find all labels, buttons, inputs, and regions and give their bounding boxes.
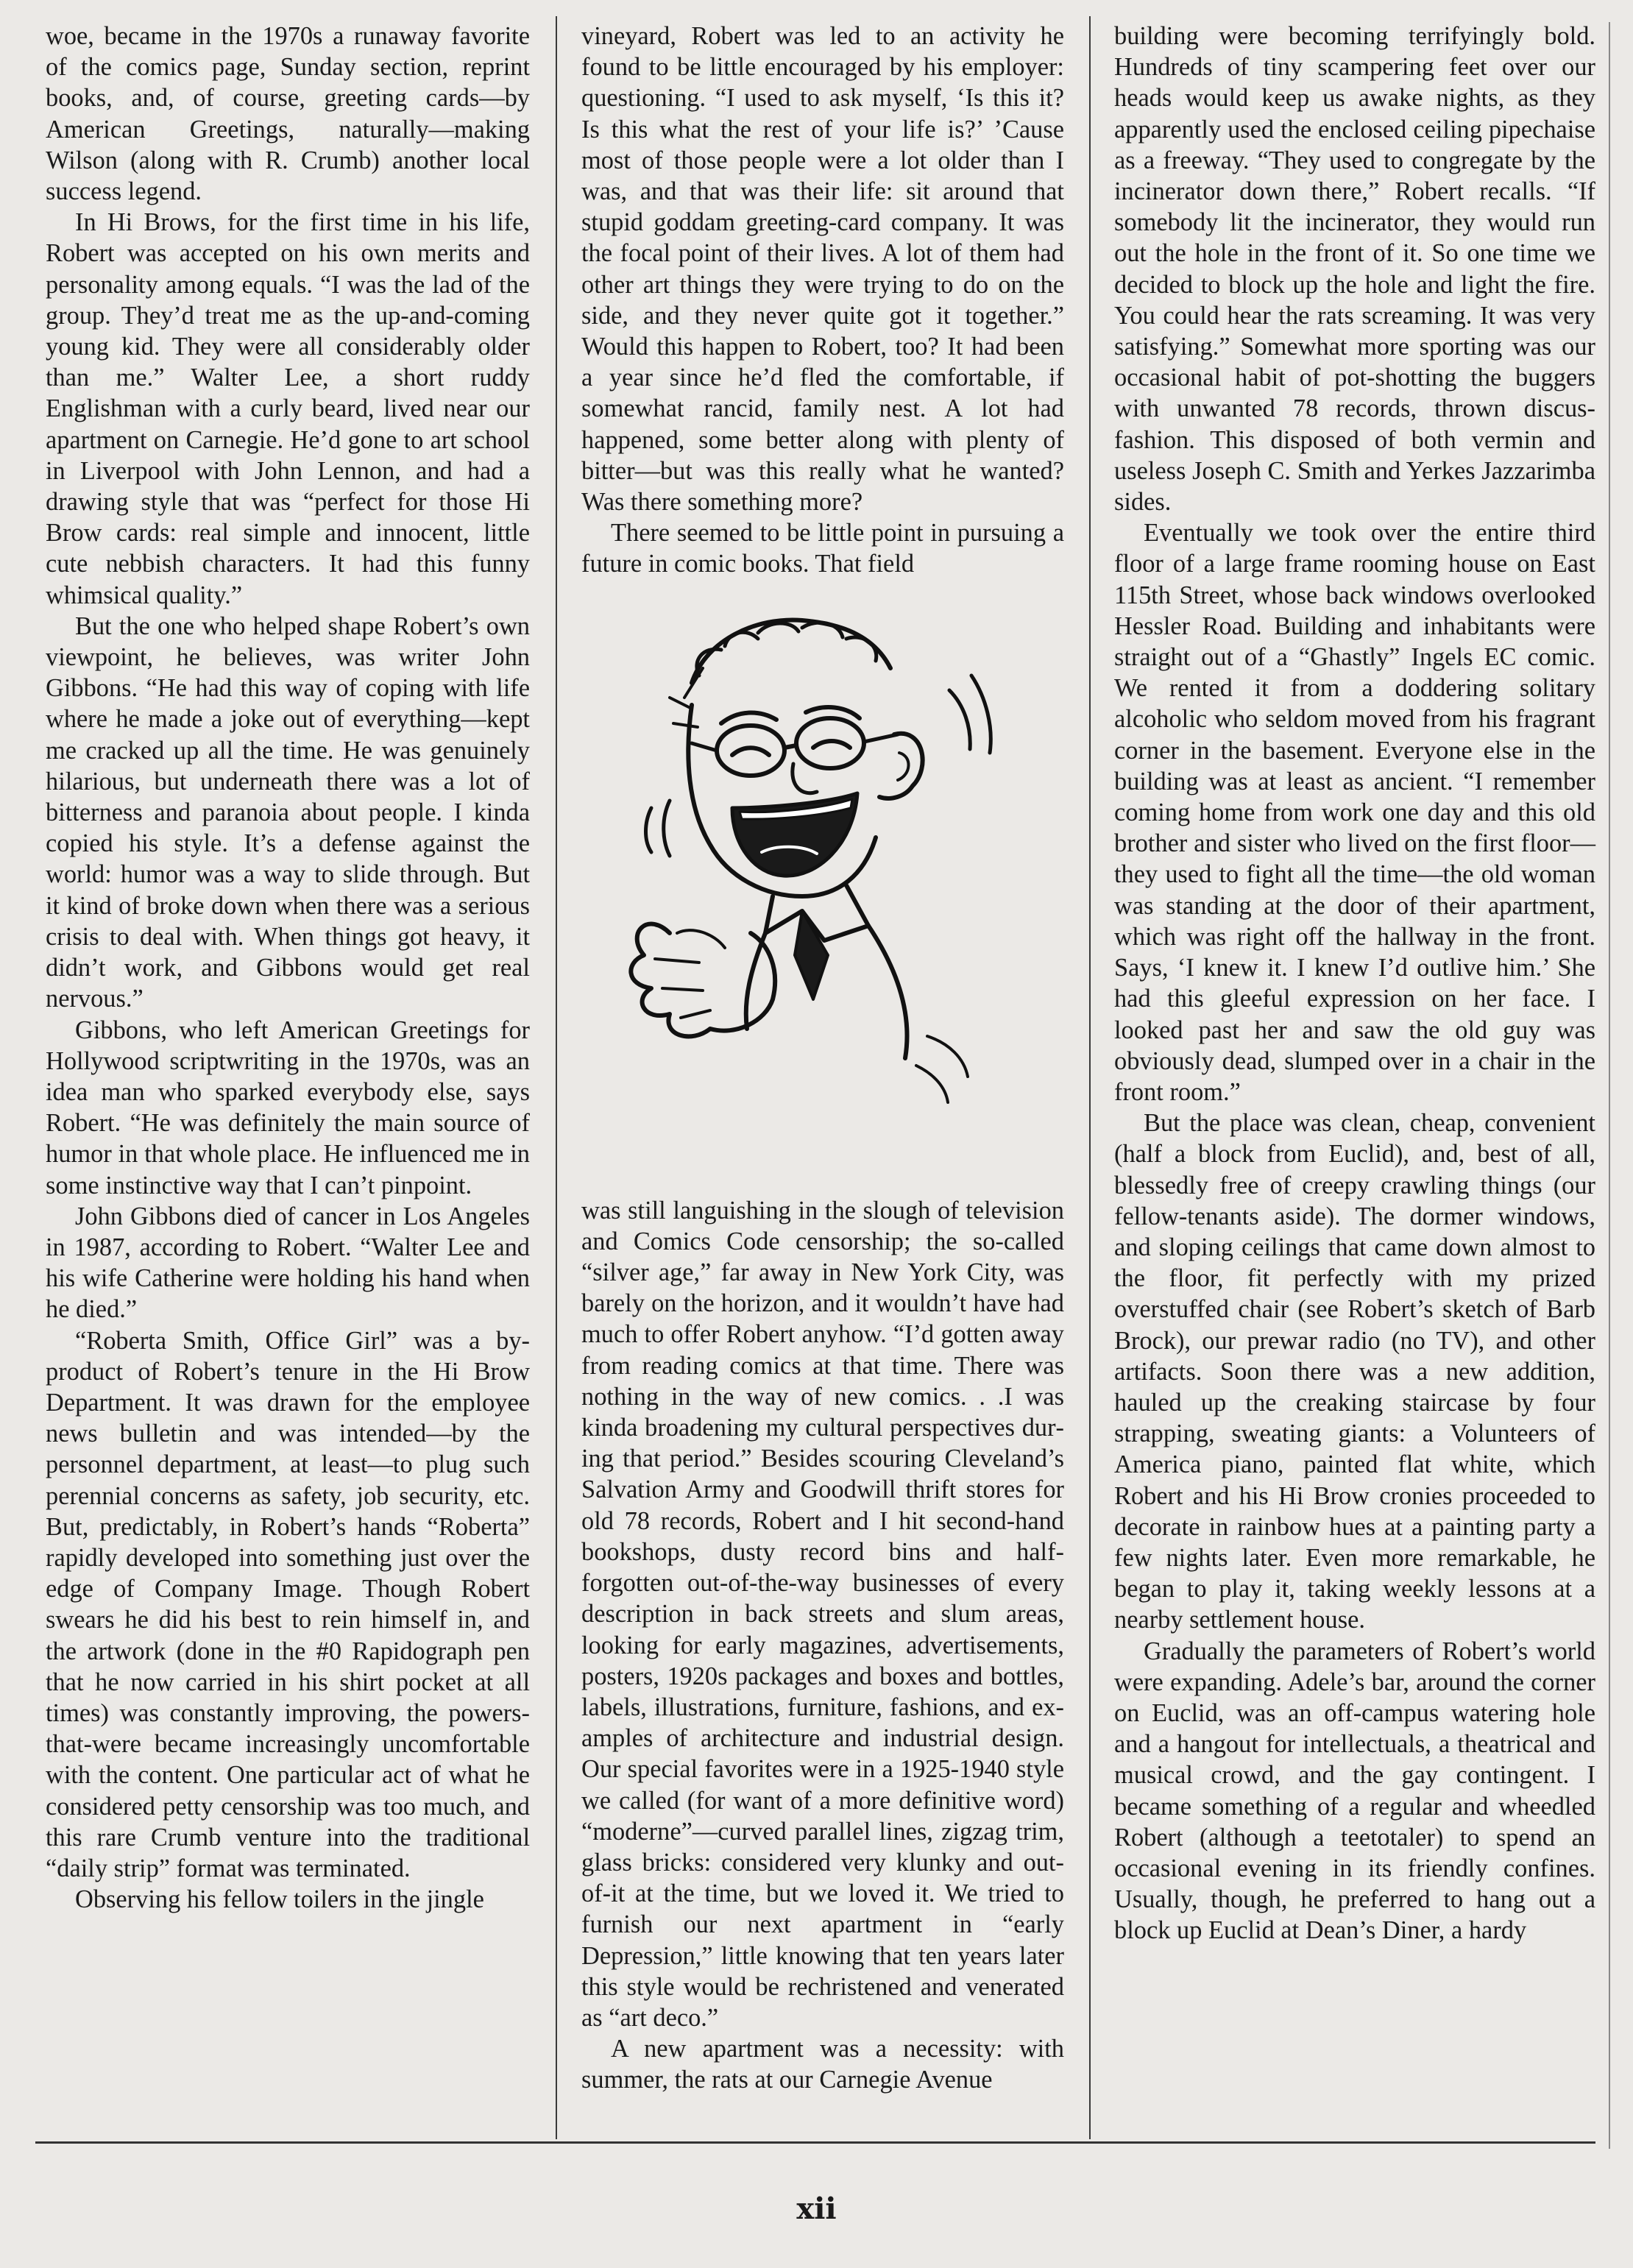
paragraph: building were becoming terrifyingly bold. Hundreds of tiny scampering feet over our heads would keep us awake nights, as they apparently used the enclosed ceiling pipechaise as a freeway. “They used to congregate by the incinerator down there,” Robert recalls. “If somebody lit the incinerator, they would run out the hole in the front of it. So one time we decided to block up the hole and light the fire. You could hear the rats screaming. It was very satisfying.” Somewhat more sporting was our occasional habit of pot-shotting the buggers with unwanted 78 records, thrown discus-fashion. This disposed of both vermin and useless Joseph C. Smith and Yerkes Jazzarimba sides. [1114, 22, 1595, 517]
paragraph: “Roberta Smith, Office Girl” was a byproduct of Robert’s tenure in the Hi Brow Department. It was drawn for the employee news bulletin and was intended—by the personnel department, at least—to plug such perennial concerns as safety, job security, etc. But, predictably, in Robert’s hands “Roberta” rapidly developed into something just over the edge of Company Image. Though Robert swears he did his best to rein himself in, and the artwork (done in the #0 Rapidograph pen that he now carried in his shirt pocket at all times) was constantly improving, the powers-that-were became increasingly uncomfortable with the content. One particular act of what he considered petty censorship was too much, and this rare Crumb venture into the traditional “daily strip” format was terminated. [46, 1326, 530, 1882]
page-edge-line [1609, 22, 1610, 2149]
paragraph: In Hi Brows, for the first time in his life, Robert was accepted on his own merits and personality among equals. “I was the lad of the group. They’d treat me as the up-and-coming young kid. They were all considerably older than me.” Walter Lee, a short ruddy Englishman with a curly beard, lived near our apartment on Carnegie. He’d gone to art school in Liverpool with John Lennon, and had a drawing style that was “perfect for those Hi Brow cards: real simple and innocent, little cute nebbish characters. It had this funny whimsical quality.” [46, 208, 530, 609]
paragraph: Gibbons, who left American Greetings for Hollywood scriptwriting in the 1970s, was an idea man who sparked everybody else, says Robert. “He was definitely the main source of humor in that whole place. He influenced me in some instinctive way that I can’t pinpoint. [46, 1016, 530, 1199]
paragraph: Gradually the parameters of Robert’s world were expanding. Adele’s bar, around the corner on Euclid, was an off-campus watering hole and a hangout for intellectuals, a theatrical and musical crowd, and the gay contingent. I became something of a regular and wheedled Robert (although a teetotaler) to spend an occasional evening in its friendly confines. Usually, though, he preferred to hang out a block up Euclid at Dean’s Diner, a hardy [1114, 1637, 1595, 1945]
paragraph: Observing his fellow toilers in the jingle [75, 1885, 484, 1914]
column-3 [1114, 21, 1595, 1946]
paragraph: vineyard, Robert was led to an activity he found to be little encouraged by his employer: questioning. “I used to ask myself, ‘Is this it? Is this what the rest of your life is?’ ’Cause most of those people were a lot older than I was, and that was their life: sit around that stupid goddam greeting-card company. It was the focal point of their lives. A lot of them had other art things they were trying to do on the side, and they never quite got it together.” Would this happen to Robert, too? It had been a year since he’d fled the comfortable, if somewhat rancid, family nest. A lot had happened, some better along with plenty of bitter—but was this really what he wanted? Was there something more? [581, 22, 1064, 517]
paragraph: There seemed to be little point in pursuing a future in comic books. That field [581, 519, 1064, 578]
paragraph: A new apartment was a necessity: with summer, the rats at our Carnegie Avenue [581, 2035, 1064, 2094]
paragraph: woe, became in the 1970s a runaway favorite of the comics page, Sunday section, reprint books, and, of course, greeting cards—by American Greetings, naturally—making Wilson (along with R. Crumb) another local success legend. [46, 22, 530, 206]
column-1 [46, 21, 530, 1915]
page-number: xii [796, 2191, 837, 2226]
paragraph: But the one who helped shape Robert’s own viewpoint, he believes, was writer John Gibbons. “He had this way of coping with life where he made a joke out of everything—kept me cracked up all the time. He was genuinely hilarious, but underneath there was a lot of bitterness and paranoia about people. I kinda copied his style. It’s a defense against the world: humor was a way to slide through. But it kind of broke down when there was a serious crisis to deal with. When things got heavy, it didn’t work, and Gibbons would get real nervous.” [46, 612, 530, 1013]
cartoon-illustration [581, 587, 1064, 1191]
paragraph: But the place was clean, cheap, convenient (half a block from Euclid), and, best of all, blessedly free of creepy crawling things (our fellow-tenants aside). The dormer windows, and sloping ceilings that came down almost to the floor, fit perfectly with my prized overstuffed chair (see Robert’s sketch of Barb Brock), our prewar radio (no TV), and other artifacts. Soon there was a new addition, hauled up the creaking staircase by four strapping, sweating giants: a Volunteers of America piano, painted flat white, which Robert and his Hi Brow cronies proceeded to decorate in rainbow hues at a painting party a few nights later. Even more remarkable, he began to play it, taking weekly lessons at a nearby settlement house. [1114, 1109, 1595, 1634]
column-divider [556, 16, 557, 2139]
paragraph: Eventually we took over the entire third floor of a large frame rooming house on East 115th Street, whose back windows overlooked Hessler Road. Building and inhabitants were straight out of a “Ghastly” Ingels EC comic. We rented it from a doddering solitary alcoholic who seldom moved from his fragrant corner in the basement. Everyone else in the building was at least as ancient. “I remember coming home from work one day and this old brother and sister who lived on the first floor—they used to fight all the time—the old woman was standing at the door of their apartment, which was right off the hallway in the front. Says, ‘I knew it. I knew I’d outlive him.’ She had this gleeful expression on her face. I looked past her and saw the old guy was obviously dead, slumped over in a chair in the front room.” [1114, 519, 1595, 1106]
paragraph: John Gibbons died of cancer in Los Angeles in 1987, according to Robert. “Walter Lee and his wife Catherine were holding his hand when he died.” [46, 1202, 530, 1324]
column-2 [581, 21, 1064, 2096]
column-divider [1089, 16, 1091, 2139]
footer-rule [35, 2141, 1595, 2144]
paragraph: was still languishing in the slough of television and Comics Code censorship; the so-called “silver age,” far away in New York City, was barely on the horizon, and it wouldn’t have had much to offer Robert anyhow. “I’d gotten away from reading comics at that time. There was nothing in the way of new comics. . .I was kinda broadening my cultural perspectives during that period.” Besides scouring Cleveland’s Salvation Army and Goodwill thrift stores for old 78 records, Robert and I hit second-hand bookshops, dusty record bins and half-forgotten out-of-the-way businesses of every description in back streets and slum areas, looking for early magazines, advertisements, posters, 1920s packages and boxes and bottles, labels, illustrations, furniture, fashions, and examples of architecture and industrial design. Our special favorites were in a 1925-1940 style we called (for want of a more definitive word) “moderne”—curved parallel lines, zigzag trim, glass bricks: considered very klunky and out-of-it at the time, but we loved it. We tried to furnish our next apartment in “early Depression,” little knowing that ten years later this style would be rechristened and venerated as “art deco.” [581, 1196, 1064, 2032]
